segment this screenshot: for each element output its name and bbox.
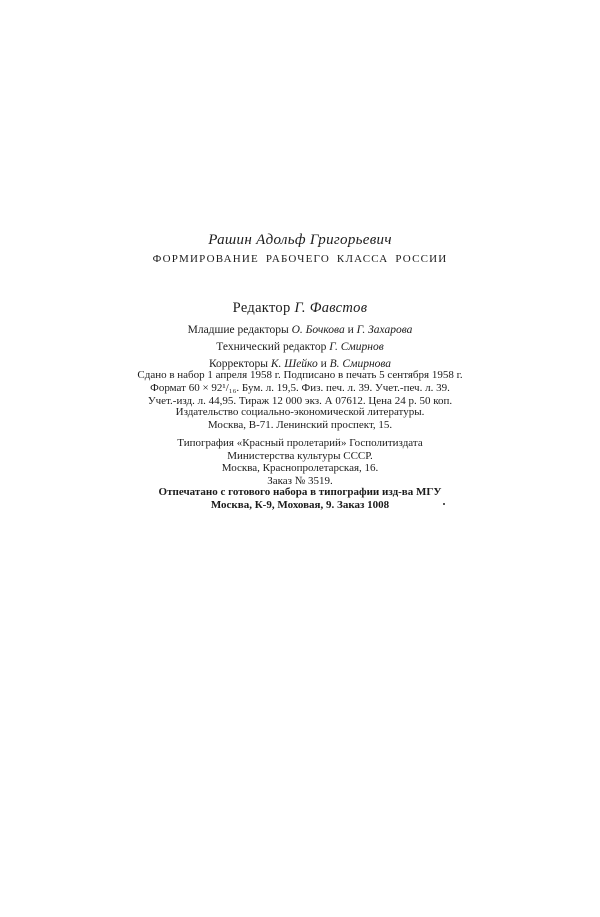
conjunction: и xyxy=(320,358,327,370)
tech-editor-label: Технический редактор xyxy=(216,341,327,353)
printer-order: Заказ № 3519. xyxy=(267,474,333,487)
printer-name: Типография «Красный пролетарий» Госполитиздата xyxy=(177,437,423,449)
imprint-dates: Сдано в набор 1 апреля 1958 г. Подписано в печать 5 сентября 1958 г. xyxy=(137,369,463,381)
publisher-info xyxy=(0,406,600,432)
staff-credits xyxy=(0,322,600,373)
ink-speck xyxy=(443,503,445,505)
editor-name: Г. Фавстов xyxy=(294,300,368,316)
printed-at-info xyxy=(0,486,600,512)
editor-credit xyxy=(0,300,600,317)
book-title: ФОРМИРОВАНИЕ РАБОЧЕГО КЛАССА РОССИИ xyxy=(152,253,448,265)
printer-address: Москва, Краснопролетарская, 16. xyxy=(221,462,379,474)
tech-editor-name: Г. Смирнов xyxy=(329,341,384,353)
proofreaders-label: Корректоры xyxy=(208,358,268,370)
publisher-address: Москва, В-71. Ленинский проспект, 15. xyxy=(207,419,393,431)
imprint-circulation: Учет.-изд. л. 44,95. Тираж 12 000 экз. А 07612. Цена 24 р. 50 коп. xyxy=(147,395,453,407)
publisher-name: Издательство социально-экономической литературы. xyxy=(175,406,425,418)
printed-at-line: Отпечатано с готового набора в типографии изд-ва МГУ xyxy=(158,486,442,498)
print-imprint xyxy=(0,369,600,408)
junior-editor-1: О. Бочкова xyxy=(291,324,345,336)
printer-ministry: Министерства культуры СССР. xyxy=(227,449,373,462)
junior-editors-label: Младшие редакторы xyxy=(187,324,289,336)
proofreader-2: В. Смирнова xyxy=(329,358,392,370)
imprint-format: Формат 60 × 92¹/₁₆. Бум. л. 19,5. Физ. печ. л. 39. Учет.-печ. л. 39. xyxy=(150,382,450,394)
author-name: Рашин Адольф Григорьевич xyxy=(208,232,392,248)
printer-info xyxy=(0,437,600,487)
proofreader-1: К. Шейко xyxy=(270,358,318,370)
tech-editor-line xyxy=(0,339,600,356)
junior-editors-line xyxy=(0,322,600,339)
junior-editor-2: Г. Захарова xyxy=(356,324,413,336)
printed-at-address: Москва, К-9, Моховая, 9. Заказ 1008 xyxy=(210,499,390,511)
conjunction: и xyxy=(347,324,354,336)
editor-label: Редактор xyxy=(232,300,291,316)
